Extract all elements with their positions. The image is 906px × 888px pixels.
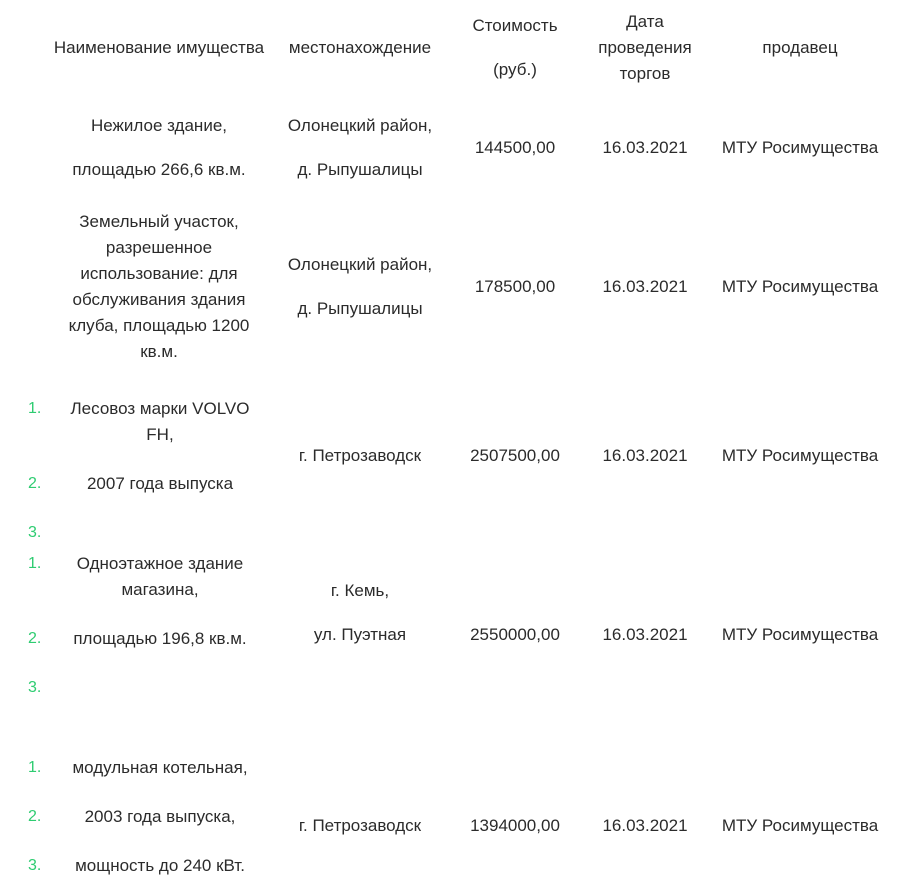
- list-number: 1.: [28, 759, 42, 776]
- row-location: г. Петрозаводск: [298, 446, 422, 465]
- row-name-line3: использование: для: [80, 264, 238, 283]
- list-number: 3.: [28, 679, 42, 696]
- header-cost: Стоимость: [472, 16, 558, 35]
- row-cost: 178500,00: [474, 277, 556, 296]
- row-name: Нежилое здание,: [90, 116, 227, 135]
- row-location-line2: д. Рыпушалицы: [297, 299, 423, 318]
- row-date: 16.03.2021: [602, 446, 688, 465]
- list-number: 2.: [28, 475, 42, 492]
- list-item: 2007 года выпуска: [86, 474, 234, 493]
- list-item: Лесовоз марки VOLVO: [70, 399, 250, 418]
- row-cost: 2507500,00: [470, 446, 560, 465]
- row-seller: МТУ Росимущества: [721, 446, 879, 465]
- row-name: Земельный участок,: [79, 212, 239, 231]
- list-item-line2: FH,: [146, 425, 174, 444]
- row-location: г. Кемь,: [330, 581, 390, 600]
- row-name-line5: клуба, площадью 1200: [68, 316, 250, 335]
- row-seller: МТУ Росимущества: [721, 625, 879, 644]
- row-cost: 144500,00: [474, 138, 556, 157]
- header-date: Дата: [626, 12, 664, 31]
- header-date-line2: проведения: [598, 38, 692, 57]
- list-number: 1.: [28, 400, 42, 417]
- row-location-line2: ул. Пуэтная: [313, 625, 407, 644]
- row-date: 16.03.2021: [602, 625, 688, 644]
- row-name-line2: разрешенное: [105, 238, 213, 257]
- row-date: 16.03.2021: [602, 277, 688, 296]
- header-date-line3: торгов: [619, 64, 671, 83]
- row-name-line2: площадью 266,6 кв.м.: [72, 160, 246, 179]
- row-date: 16.03.2021: [602, 138, 688, 157]
- header-name: Наименование имущества: [53, 38, 265, 57]
- header-seller: продавец: [762, 38, 838, 57]
- list-item: модульная котельная,: [72, 758, 248, 777]
- row-location: Олонецкий район,: [287, 116, 433, 135]
- list-number: 2.: [28, 808, 42, 825]
- row-seller: МТУ Росимущества: [721, 138, 879, 157]
- list-number: 3.: [28, 524, 42, 541]
- list-item: 2003 года выпуска,: [84, 807, 236, 826]
- row-date: 16.03.2021: [602, 816, 688, 835]
- row-name-line6: кв.м.: [140, 342, 178, 361]
- row-location: Олонецкий район,: [287, 255, 433, 274]
- list-number: 3.: [28, 857, 42, 874]
- list-number: 2.: [28, 630, 42, 647]
- header-cost-unit: (руб.): [493, 60, 537, 79]
- row-cost: 2550000,00: [470, 625, 560, 644]
- list-item: площадью 196,8 кв.м.: [73, 629, 247, 648]
- row-seller: МТУ Росимущества: [721, 277, 879, 296]
- row-name-line4: обслуживания здания: [72, 290, 246, 309]
- row-location: г. Петрозаводск: [298, 816, 422, 835]
- row-seller: МТУ Росимущества: [721, 816, 879, 835]
- list-item-line2: магазина,: [121, 580, 199, 599]
- list-item: мощность до 240 кВт.: [75, 856, 245, 875]
- header-location: местонахождение: [288, 38, 432, 57]
- list-number: 1.: [28, 555, 42, 572]
- list-item: Одноэтажное здание: [76, 554, 244, 573]
- row-location-line2: д. Рыпушалицы: [297, 160, 423, 179]
- row-cost: 1394000,00: [470, 816, 560, 835]
